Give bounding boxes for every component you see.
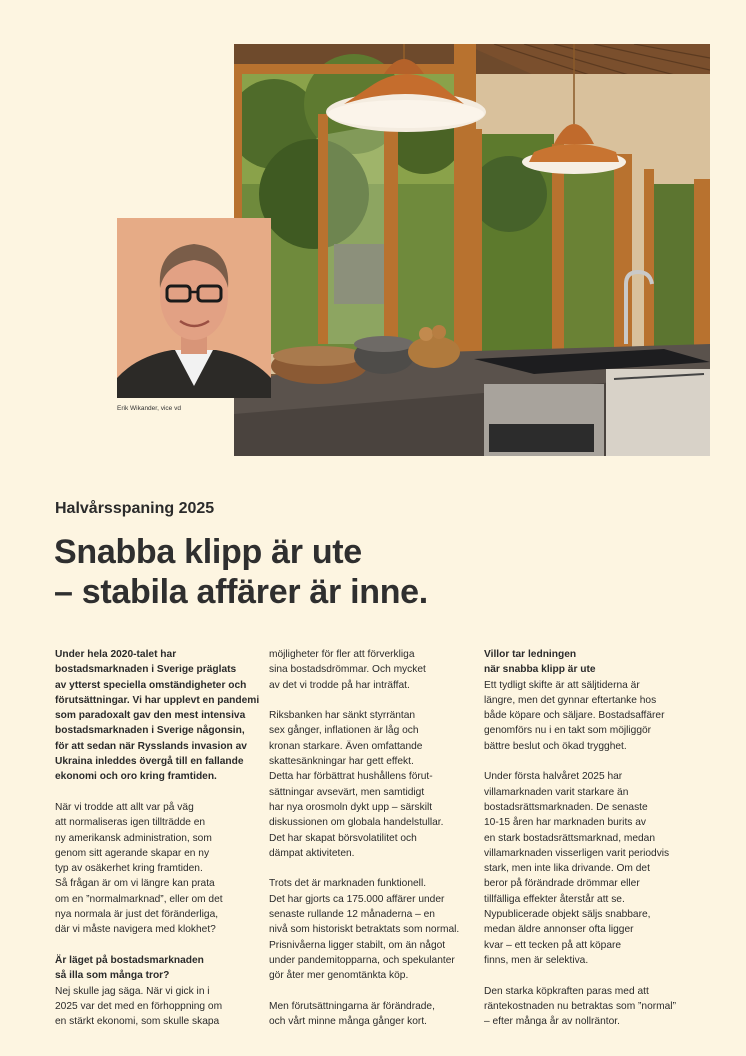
kitchen-photo <box>234 44 710 456</box>
text-line: och vårt minne många gånger kort. <box>269 1016 427 1028</box>
text-line: kronan starkare. Även omfattande <box>269 740 423 752</box>
text-line: medan äldre annonser ofta ligger <box>484 924 634 936</box>
text-line: Trots det är marknaden funktionell. <box>269 878 427 890</box>
text-line: Men förutsättningarna är förändrade, <box>269 1000 435 1012</box>
text-line: av det vi trodde på har inträffat. <box>269 679 410 691</box>
body-paragraph <box>269 708 469 861</box>
text-line: förutsättningar. Vi har upplevt en pandemi <box>55 694 260 706</box>
text-line: beror på förändrade drömmar eller <box>484 878 640 890</box>
body-paragraph <box>269 876 469 983</box>
portrait-caption: Erik Wikander, vice vd <box>117 405 181 412</box>
body-paragraph <box>484 647 684 754</box>
text-line: att normaliseras igen tillträdde en <box>55 817 206 829</box>
text-line: sina bostadsdrömmar. Och mycket <box>269 664 426 676</box>
kitchen-illustration <box>234 44 710 456</box>
body-paragraph <box>55 953 255 1029</box>
text-line: under pandemitopparna, och spekulanter <box>269 954 455 966</box>
text-line: Nej skulle jag säga. När vi gick in i <box>55 985 210 997</box>
text-line: nivå som historiskt betraktats som normal. <box>269 924 460 936</box>
text-line: längre, men det gynnar eftertanke hos <box>484 694 657 706</box>
subheading-line: Är läget på bostadsmarknaden <box>55 954 204 966</box>
text-line: Nypublicerade objekt säljs snabbare, <box>484 909 651 921</box>
portrait-illustration <box>117 218 271 398</box>
text-line: tillfälliga effekter återstår att se. <box>484 893 625 905</box>
text-line: bostadsmarknaden i Sverige präglats <box>55 664 237 676</box>
text-line: Prisnivåerna ligger stabilt, om än något <box>269 939 446 951</box>
text-column-2 <box>269 647 469 1045</box>
text-line: där vi måste navigera med klokhet? <box>55 924 216 936</box>
text-line: kvar – ett tecken på att köpare <box>484 939 622 951</box>
title-line-1: Snabba klipp är ute <box>54 533 362 571</box>
title-line-2: – stabila affärer är inne. <box>54 573 428 611</box>
text-line: ekonomi och oro kring framtiden. <box>55 771 217 783</box>
text-line: gör åter mer genomtänkta köp. <box>269 970 409 982</box>
text-line: genomförs nu i en takt som möjliggör <box>484 725 652 737</box>
text-line: bättre beslut och ökad trygghet. <box>484 740 627 752</box>
subheading-line: när snabba klipp är ute <box>484 664 596 676</box>
text-line: sex gånger, inflationen är låg och <box>269 725 419 737</box>
body-paragraph <box>484 769 684 968</box>
text-line: Den starka köpkraften paras med att <box>484 985 649 997</box>
text-line: stark, men inte lika drivande. Om det <box>484 863 650 875</box>
text-line: dämpat aktiviteten. <box>269 847 355 859</box>
text-line: – efter många år av nollräntor. <box>484 1016 620 1028</box>
text-line: möjligheter för fler att förverkliga <box>269 649 415 660</box>
text-column-1 <box>55 647 260 1045</box>
text-line: senaste rullande 12 månaderna – en <box>269 909 435 921</box>
body-paragraph <box>484 984 684 1030</box>
text-line: Det har gjorts ca 175.000 affärer under <box>269 893 445 905</box>
text-line: en stärkt ekonomi, som skulle skapa <box>55 1016 220 1028</box>
text-line: bostadsmarknaden i Sverige någonsin, <box>55 725 245 737</box>
text-line: räntekostnaden nu betraktas som ”normal” <box>484 1000 676 1012</box>
lead-paragraph <box>55 647 260 785</box>
text-line: om en ”normalmarknad”, eller om det <box>55 893 223 905</box>
text-column-3 <box>484 647 684 1045</box>
text-line: 2025 var det med en förhoppning om <box>55 1000 223 1012</box>
text-line: en stark bostadsrättsmarknad, medan <box>484 832 656 844</box>
text-line: sättningar avsevärt, men samtidigt <box>269 786 425 798</box>
text-line: Det har skapat börsvolatilitet och <box>269 832 417 844</box>
text-line: skattesänkningar har gett effekt. <box>269 756 414 768</box>
text-line: Under hela 2020-talet har <box>55 649 177 660</box>
text-line: Så frågan är om vi längre kan prata <box>55 878 215 890</box>
text-line: Ukraina inleddes övergå till en fallande <box>55 756 244 768</box>
body-paragraph <box>269 647 469 693</box>
text-line: som paradoxalt gav den mest intensiva <box>55 710 246 722</box>
text-line: villamarknaden visserligen varit periodvis <box>484 847 670 859</box>
text-line: villamarknaden varit starkare än <box>484 786 629 798</box>
text-line: nya normala är just det föränderliga, <box>55 909 219 921</box>
text-line: finns, men är selektiva. <box>484 954 589 966</box>
page-title <box>54 532 694 612</box>
text-line: När vi trodde att allt var på väg <box>55 801 194 813</box>
text-line: har nya orosmoln dykt upp – särskilt <box>269 801 433 813</box>
text-line: typ av osäkerhet kring framtiden. <box>55 863 203 875</box>
text-line: Riksbanken har sänkt styrräntan <box>269 710 416 722</box>
eyebrow-label: Halvårsspaning 2025 <box>55 500 215 517</box>
portrait-photo <box>117 218 271 398</box>
text-line: för att sedan när Rysslands invasion av <box>55 740 247 752</box>
text-line: Ett tydligt skifte är att säljtiderna är <box>484 679 640 691</box>
text-line: Detta har förbättrat hushållens förut- <box>269 771 433 783</box>
text-line: både köpare och säljare. Bostadsaffärer <box>484 710 665 722</box>
subheading-line: så illa som många tror? <box>55 970 170 982</box>
text-line: 10-15 åren har marknaden burits av <box>484 817 646 829</box>
text-line: diskussionen om globala handelstullar. <box>269 817 444 829</box>
text-line: ny amerikansk administration, som <box>55 832 212 844</box>
text-line: genom sitt agerande skapar en ny <box>55 847 210 859</box>
text-line: Under första halvåret 2025 har <box>484 771 623 783</box>
body-paragraph <box>55 800 255 938</box>
subheading-line: Villor tar ledningen <box>484 649 577 660</box>
text-line: bostadsrättsmarknaden. De senaste <box>484 801 648 813</box>
body-paragraph <box>269 999 469 1030</box>
text-line: av ytterst speciella omständigheter och <box>55 679 247 691</box>
